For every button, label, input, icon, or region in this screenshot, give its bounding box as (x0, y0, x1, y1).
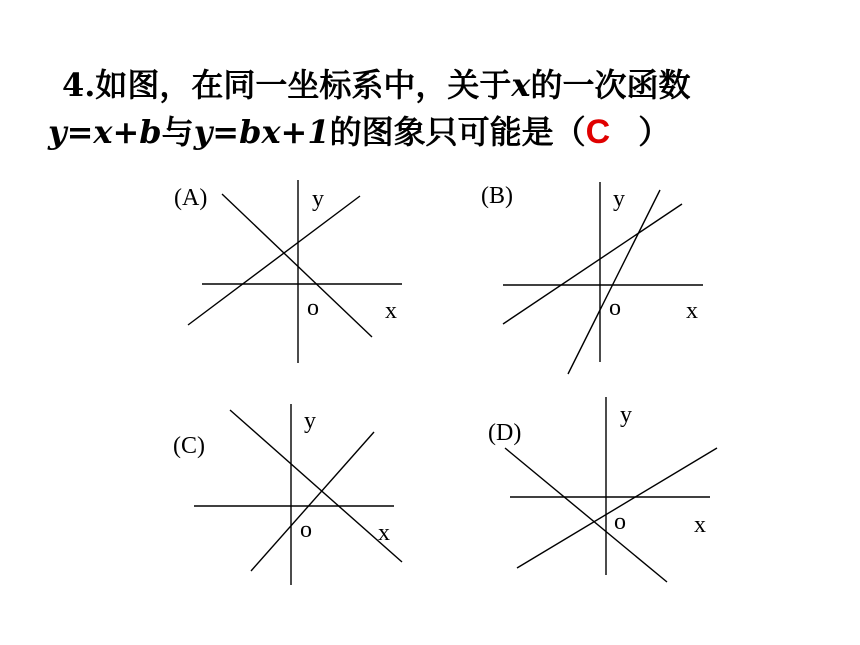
graph-line-1 (188, 196, 360, 325)
figure-c (173, 404, 402, 585)
formula-1: y=x+b (48, 113, 162, 151)
question-number: 4 (62, 66, 85, 104)
question-text-part: 的一次函数 (530, 66, 691, 104)
option-label: (A) (174, 185, 208, 211)
graph-line-1 (503, 204, 682, 324)
x-axis-label: x (378, 520, 390, 546)
origin-label: o (614, 509, 626, 535)
question-text-part: 的图象只可能是（ (329, 113, 586, 151)
x-axis-label: x (694, 512, 706, 538)
y-axis-label: y (613, 186, 625, 212)
graph-line-2 (222, 194, 372, 337)
figure-b (481, 182, 703, 374)
graph-line-2 (251, 432, 374, 571)
question-text-part: 如图，在同一坐标系中，关于 (95, 66, 512, 104)
y-axis-label: y (620, 402, 632, 428)
figure-a (174, 180, 402, 363)
y-axis-label: y (312, 186, 324, 212)
graph-line-1 (505, 448, 667, 582)
formula-2: y=bx+1 (193, 113, 330, 151)
x-axis-label: x (686, 298, 698, 324)
option-label: (B) (481, 183, 513, 209)
x-axis-label: x (385, 298, 397, 324)
question-number-dot: . (84, 66, 96, 104)
graph-line-1 (230, 410, 402, 562)
close-paren: ） (638, 113, 671, 151)
graph-line-2 (568, 190, 660, 374)
figure-d (488, 397, 717, 582)
answer-letter: C (585, 113, 611, 151)
option-label: (D) (488, 420, 522, 446)
origin-label: o (307, 295, 319, 321)
y-axis-label: y (304, 408, 316, 434)
origin-label: o (300, 517, 312, 543)
graph-line-2 (517, 448, 717, 568)
variable-x: x (511, 66, 531, 104)
connector-text: 与 (161, 113, 194, 151)
option-label: (C) (173, 433, 205, 459)
origin-label: o (609, 295, 621, 321)
